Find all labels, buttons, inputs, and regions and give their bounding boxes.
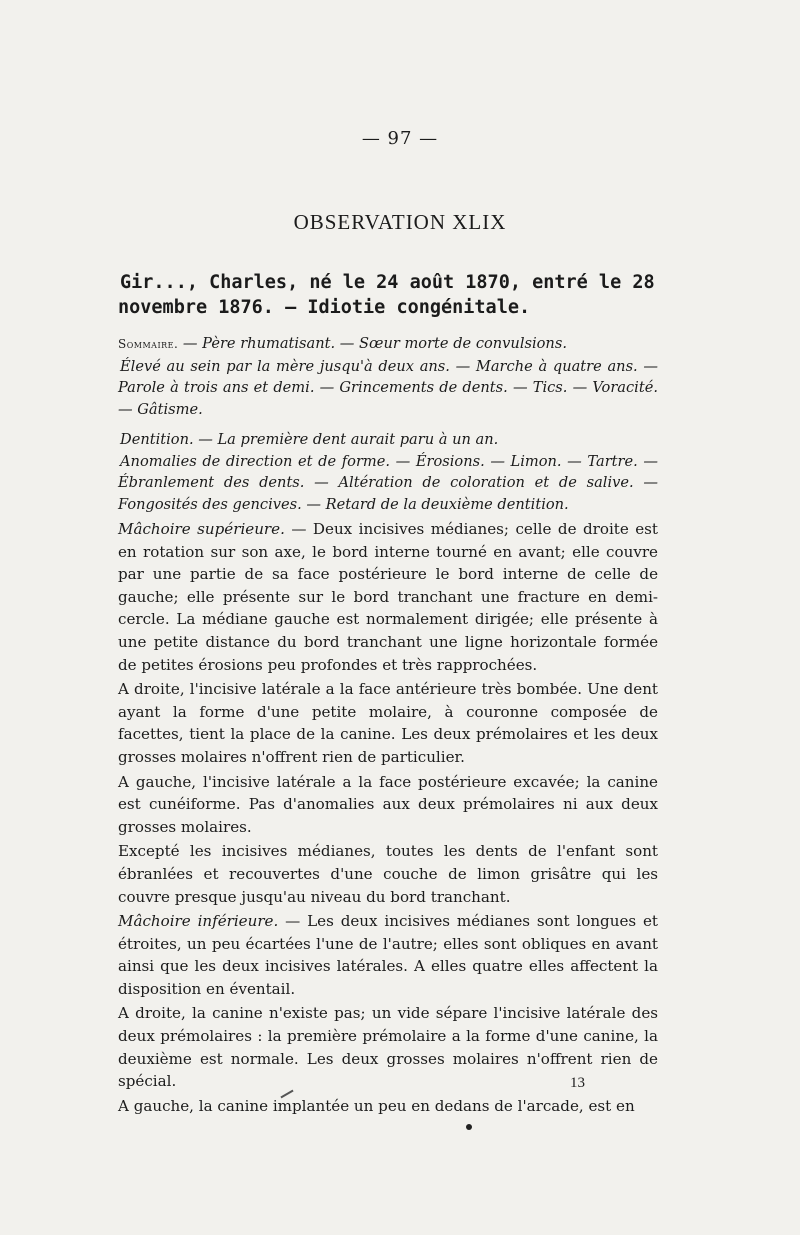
body-text [118, 518, 658, 1119]
summary-line-3: Dentition. — La première dent aurait paru à un an. [120, 431, 499, 448]
signature-mark: 13 [570, 1075, 585, 1091]
paragraph-right-upper: A droite, l'incisive latérale a la face antérieure très bombée. Une dent ayant la forme d'une petite molaire, à couronne composée de facettes, tient la place de la canine. Les deux prémolaires et les deux grosses molaires n'offrent rien de particulier. [118, 680, 658, 766]
paragraph-except: Excepté les incisives médianes, toutes les dents de l'enfant sont ébranlées et recouvertes d'une couche de limon grisâtre qui les couvre presque jusqu'au niveau du bord tranchant. [118, 842, 658, 906]
summary-line-1: Sommaire. — Père rhumatisant. — Sœur morte de convulsions. [118, 335, 567, 352]
case-heading: Gir..., Charles, né le 24 août 1870, entré le 28 novembre 1876. — Idiotie congénitale. [118, 272, 655, 318]
paragraph-right-lower: A droite, la canine n'existe pas; un vide sépare l'incisive latérale des deux prémolaires : la première prémolaire a la forme d'une canine, la deuxième est normale. Les deux grosses molaires n'offrent rien de spécial. [118, 1004, 658, 1091]
paragraph-upper-jaw: Mâchoire supérieure. — Deux incisives médianes; celle de droite est en rotation sur son axe, le bord interne tourné en avant; elle couvre par une partie de sa face postérieure le bord interne de celle de gauche; elle présente sur le bord tranchant une fracture en demi-cercle. La médiane gauche est normalement dirigée; elle présente à une petite distance du bord tranchant une ligne horizontale formée de petites érosions peu profondes et très rapprochées. [118, 520, 658, 674]
ink-dot [466, 1124, 472, 1130]
paragraph-left-lower: A gauche, la canine implantée un peu en dedans de l'arcade, est en [118, 1096, 635, 1115]
paragraph-left-upper: A gauche, l'incisive latérale a la face postérieure excavée; la canine est cunéiforme. Pas d'anomalies aux deux prémolaires ni aux deux grosses molaires. [118, 772, 658, 836]
summary-line-4: Anomalies de direction et de forme. — Érosions. — Limon. — Tartre. — Ébranlement des dents. — Altération de coloration et de salive. — Fongosités des gencives. — Retard de la deuxième dentition. [118, 452, 658, 513]
paragraph-lower-jaw: Mâchoire inférieure. — Les deux incisives médianes sont longues et étroites, un peu écartées l'une de l'autre; elles sont obliques en avant ainsi que les deux incisives latérales. A elles quatre elles affectent la disposition en éventail. [118, 912, 658, 998]
lower-jaw-label: Mâchoire inférieure. [118, 912, 279, 931]
summary-block [118, 333, 658, 515]
summary-lead: Sommaire. [118, 337, 179, 351]
observation-title: OBSERVATION XLIX [293, 210, 507, 234]
page-number: — 97 — [361, 128, 439, 149]
summary-line-2: Élevé au sein par la mère jusqu'à deux ans. — Marche à quatre ans. — Parole à trois ans et demi. — Grincements de dents. — Tics. — Voracité. — Gâtisme. [118, 357, 658, 418]
upper-jaw-label: Mâchoire supérieure. [118, 520, 285, 538]
